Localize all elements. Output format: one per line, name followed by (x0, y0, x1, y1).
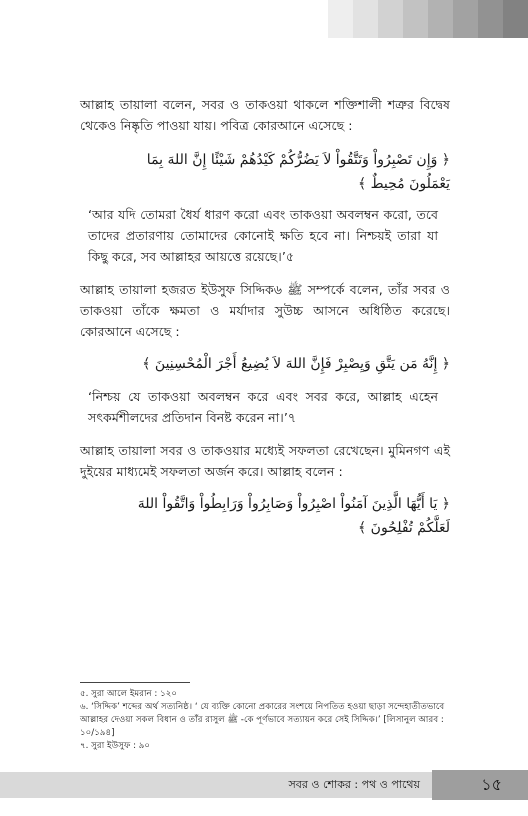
footnote-5: ৫. সুরা আলে ইমরান : ১২০ (80, 689, 178, 699)
footnote-7: ৭. সুরা ইউসুফ : ৯০ (80, 741, 151, 751)
top-bar (478, 0, 503, 38)
top-decorative-bars (328, 0, 528, 38)
paragraph-2: আল্লাহ তায়ালা হজরত ইউসুফ সিদ্দিক৬ ﷺ সম্পর্কে বলেন, তাঁর সবর ও তাকওয়া তাঁকে ক্ষমতা ও মর্যাদার সুউচ্চ আসনে অধিষ্ঠিত করেছে। কোরআনে এসেছে : (80, 282, 450, 339)
footnote-divider (80, 682, 190, 683)
top-bar (428, 0, 453, 38)
quran-verse-3-line-1: ﴿ يَا أَيُّهَا الَّذِينَ آمَنُواْ اصْبِرُواْ وَصَابِرُواْ وَرَابِطُواْ وَاتَّقُواْ اللهَ (137, 496, 450, 512)
top-bar (328, 0, 353, 38)
quran-verse-3-line-2: لَعَلَّكُمْ تُفْلِحُونَ ﴾ (358, 520, 450, 536)
top-bar (403, 0, 428, 38)
top-bar (503, 0, 528, 38)
quran-verse-1-line-2: يَعْمَلُونَ مُحِيطٌ ﴾ (357, 176, 450, 192)
quran-verse-2: ﴿ إِنَّهُ مَن يَتَّقِ وَيِصْبِرْ فَإِنَّ اللهَ لاَ يُضِيعُ أَجْرَ الْمُحْسِنِينَ ﴾ (142, 356, 450, 372)
translation-2: ‘নিশ্চয় যে তাকওয়া অবলম্বন করে এবং সবর করে, আল্লাহ এহেন সৎকর্মশীলদের প্রতিদান বিনষ্ট করেন না।’৭ (88, 389, 438, 425)
main-body (80, 94, 450, 540)
quran-verse-1-line-1: ﴿ وَإِن تَصْبِرُواْ وَتَتَّقُواْ لاَ يَضُرُّكُمْ كَيْدُهُمْ شَيْئًا إِنَّ اللهَ بِمَا (146, 152, 450, 168)
top-bar (378, 0, 403, 38)
footnotes (80, 688, 470, 753)
top-bar (453, 0, 478, 38)
page-number-box (432, 770, 528, 800)
paragraph-1: আল্লাহ তায়ালা বলেন, সবর ও তাকওয়া থাকলে শক্তিশালী শত্রুর বিদ্বেষ থেকেও নিষ্কৃতি পাওয়া যায়। পবিত্র কোরআনে এসেছে : (80, 97, 450, 133)
footnote-6: ৬. ‘সিদ্দিক’ শব্দের অর্থ সত্যনিষ্ঠ। ‘ যে ব্যক্তি কোনো প্রকারের সংশয়ে নিপতিত হওয়া ছাড়া সন্দেহাতীতভাবে আল্লাহর দেওয়া সকল বিধান ও তাঁর রাসুল ﷺ -কে পূর্ণভাবে সত্যায়ন করে সেই সিদ্দিক।’ [লিসানুল আরব : ১০/১৯৪] (80, 702, 445, 738)
top-bar (353, 0, 378, 38)
page-number: ১৫ (481, 775, 502, 794)
translation-1: ‘আর যদি তোমরা ধৈর্য ধারণ করো এবং তাকওয়া অবলম্বন করো, তবে তাদের প্রতারণায় তোমাদের কোনোই ক্ষতি হবে না। নিশ্চয়ই তারা যা কিছু করে, সব আল্লাহর আয়ত্তে রয়েছে।’৫ (88, 207, 438, 264)
paragraph-3: আল্লাহ তায়ালা সবর ও তাকওয়ার মধ্যেই সফলতা রেখেছেন। মুমিনগণ এই দুইয়ের মাধ্যমেই সফলতা অর্জন করে। আল্লাহ বলেন : (80, 443, 450, 479)
running-footer-title: সবর ও শোকর : পথ ও পাথেয় (288, 778, 420, 791)
